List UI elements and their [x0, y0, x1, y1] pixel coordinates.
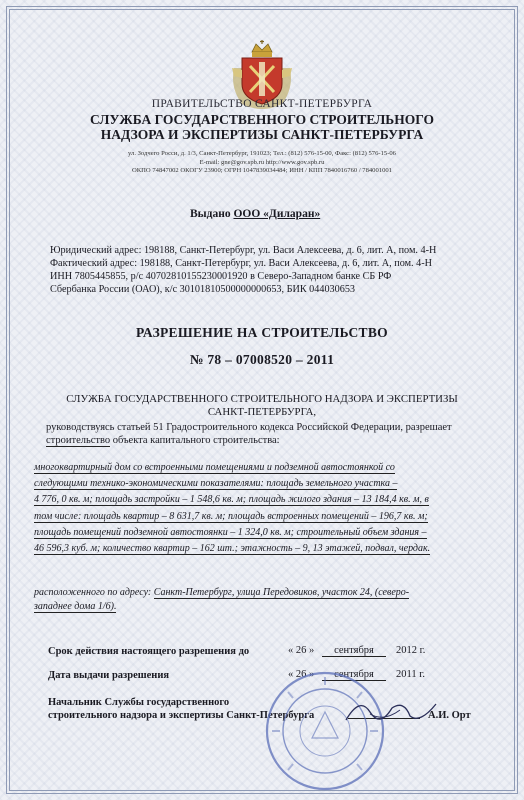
object-line — [34, 541, 490, 557]
object-line — [34, 460, 490, 476]
object-line-text: 4 776, 0 кв. м; площадь застройки – 1 548,6 кв. м; площадь жилого здания – 13 184,4 кв. м, в — [34, 494, 429, 506]
service-name — [0, 112, 524, 142]
issue-date-month-text: сентября — [322, 669, 386, 681]
signature-icon — [340, 690, 450, 730]
validity-month-text: сентября — [322, 645, 386, 657]
validity-day: « 26 » — [288, 645, 315, 656]
guided-line2 — [46, 434, 486, 447]
bank-details-text: Сбербанка России (ОАО), к/с 30101810500000000653, БИК 044030653 — [50, 284, 356, 295]
location-label: расположенного по адресу: — [34, 587, 152, 598]
object-description — [34, 460, 490, 557]
location-line2 — [34, 600, 490, 614]
inn-details-text: ИНН 7805445855, р/с 40702810155230001920 в Северо-Западном банке СБ РФ — [50, 271, 392, 282]
location-line1 — [34, 586, 490, 600]
issued-label: Выдано — [190, 208, 231, 220]
object-line-text: площадь помещений подземной автостоянки – 1 324,0 кв. м; строительный объем здания – — [34, 526, 427, 538]
issue-date-label: Дата выдачи разрешения — [48, 670, 170, 681]
guided-line2-rest: объекта капитального строительства: — [110, 435, 280, 446]
service-address — [0, 150, 524, 176]
org-name-line1: СЛУЖБА ГОСУДАРСТВЕННОГО СТРОИТЕЛЬНОГО НАДЗОРА И ЭКСПЕРТИЗЫ — [66, 393, 458, 405]
issue-date-year: 2011 г. — [396, 669, 425, 680]
location-value: Санкт-Петербург, улица Передовиков, участок 24, (северо- — [153, 587, 410, 598]
service-name-line2: НАДЗОРА И ЭКСПЕРТИЗЫ САНКТ-ПЕТЕРБУРГА — [100, 127, 424, 142]
object-line-text: многоквартирный дом со встроенными помещениями и подземной автостоянкой со — [34, 462, 395, 473]
issued-company: ООО «Диларан» — [233, 208, 321, 220]
legal-address-text: Юридический адрес: 198188, Санкт-Петербург, ул. Васи Алексеева, д. 6, лит. А, пом. 4-Н — [50, 245, 437, 256]
issue-date-day: « 26 » — [288, 669, 315, 680]
official-seal-icon — [262, 668, 388, 794]
validity-year: 2012 г. — [396, 645, 426, 656]
org-name-line2: САНКТ-ПЕТЕРБУРГА, — [207, 406, 317, 418]
object-line — [34, 509, 490, 525]
issued-to — [190, 208, 320, 220]
signatory-line2: строительного надзора и экспертизы Санкт-Петербурга — [48, 710, 315, 721]
guided-line1: руководствуясь статьей 51 Градостроительного кодекса Российской Федерации, разрешает — [46, 422, 452, 433]
actual-address-text: Фактический адрес: 198188, Санкт-Петербург, ул. Васи Алексеева, д. 6, лит. А, пом. 4-Н — [50, 258, 432, 269]
inn-details — [50, 271, 490, 282]
government-name: ПРАВИТЕЛЬСТВО САНКТ-ПЕТЕРБУРГА — [151, 98, 373, 110]
location-value-cont: западнее дома 1/6). — [34, 601, 117, 612]
object-line — [34, 476, 490, 492]
validity-month — [322, 645, 386, 657]
contact-line: E-mail: gne@gov.spb.ru http://www.gov.spb.ru — [199, 158, 325, 166]
guided-by — [46, 421, 486, 447]
object-line-text: том числе: площадь квартир – 8 631,7 кв. м; площадь встроенных помещений – 196,7 кв. м; — [34, 510, 428, 522]
object-line-text: следующими технико-экономическими показателями: площадь земельного участка – — [34, 478, 398, 490]
legal-address — [50, 245, 490, 256]
permit-number: № 78 – 07008520 – 2011 — [189, 352, 335, 367]
address-line: ул. Зодчего Росси, д. 1/3, Санкт-Петербург, 191023; Тел.: (812) 576-15-00, Факс: (812) 576-15-06 — [128, 150, 396, 157]
signatory-name: А.И. Орт — [428, 710, 471, 721]
registration-line: ОКПО 74847002 ОКОГУ 23900; ОГРН 1047839034484; ИНН / КПП 7840016760 / 784001001 — [132, 167, 392, 174]
validity-label: Срок действия настоящего разрешения до — [48, 646, 250, 657]
object-line — [34, 525, 490, 541]
object-line-text: 46 596,3 куб. м; количество квартир – 162 шт.; этажность – 9, 13 этажей, подвал, чердак. — [34, 543, 431, 555]
object-location — [34, 586, 490, 614]
signatory-line1: Начальник Службы государственного — [48, 697, 230, 708]
object-line — [34, 492, 490, 508]
construction-word: строительство — [46, 435, 111, 446]
actual-address — [50, 258, 490, 269]
service-name-line1: СЛУЖБА ГОСУДАРСТВЕННОГО СТРОИТЕЛЬНОГО — [90, 112, 434, 127]
bank-details — [50, 284, 490, 295]
permit-title: РАЗРЕШЕНИЕ НА СТРОИТЕЛЬСТВО — [136, 325, 388, 340]
